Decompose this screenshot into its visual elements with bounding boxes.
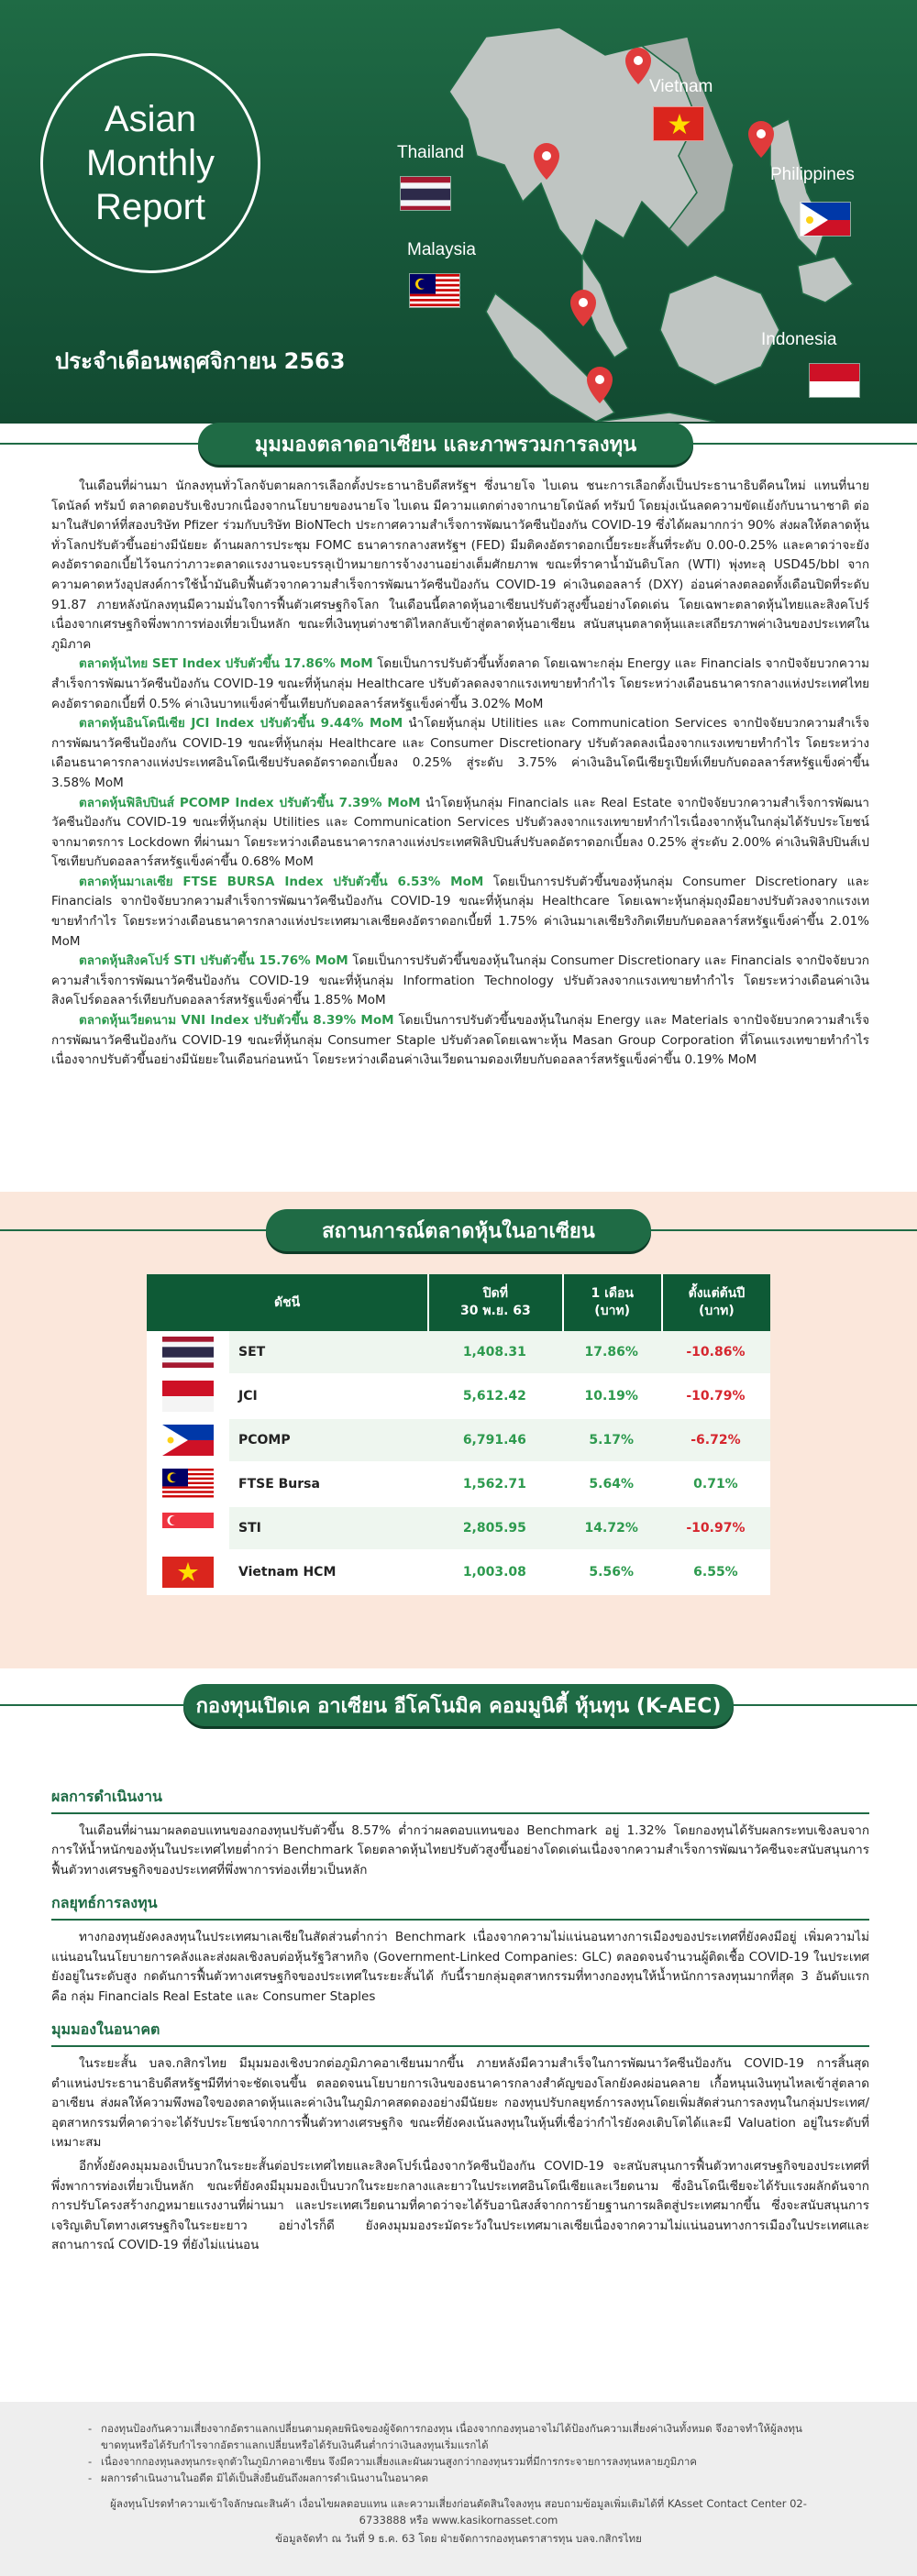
market-text: โดยเป็นการปรับตัวขึ้นของหุ้นในกลุ่ม Energy และ Materials จากปัจจัยบวกความสำเร็จการพัฒนาวัคซีนป้องกัน COVID-19 ขณะที่หุ้นกลุ่ม Consumer Staple ปรับตัวลดโดยเฉพาะหุ้น Masan Group Corporation ที่โดนแรงเทขายทำกำไรเนื่องจากปรับตัวขึ้นอย่างมีนัยยะในเดือนก่อนหน้า โดยระหว่างเดือนค่าเงินเวียดนามดองเทียบกับดอลลาร์สหรัฐแข็งค่าขึ้น 0.19% MoM	[51, 1013, 869, 1068]
market-text: โดยเป็นการปรับตัวขึ้นทั้งตลาด โดยเฉพาะกลุ่ม Energy และ Financials จากปัจจัยบวกความสำเร็จการพัฒนาวัคซีนป้องกัน COVID-19 ขณะที่หุ้นกลุ่ม Healthcare ปรับตัวลดลงจากแรงเทขายทำกำไร โดยระหว่างเดือนธนาคารกลางแห่งประเทศไทยคงอัตราดอกเบี้ยที่ 0.5% ค่าเงินบาทแข็งค่าขึ้นเทียบกับดอลลาร์สหรัฐแข็งค่าขึ้น 3.02% MoM	[51, 656, 869, 711]
country-label-thailand: Thailand	[397, 143, 464, 162]
market-paragraph-thailand	[51, 655, 869, 714]
market-table-title: สถานการณ์ตลาดหุ้นในอาเซียน	[266, 1209, 651, 1251]
index-ytd: -6.72%	[661, 1419, 770, 1463]
index-close: 5,612.42	[427, 1375, 561, 1419]
section-divider	[51, 1812, 869, 1814]
flag-thailand	[400, 176, 451, 211]
country-label-vietnam: Vietnam	[649, 77, 713, 96]
report-title-line3: Report	[94, 187, 206, 227]
report-date: ข้อมูลจัดทำ ณ วันที่ 9 ธ.ค. 63 โดย ฝ่ายจัดการกองทุนตราสารทุน บลจ.กสิกรไทย	[275, 2532, 642, 2545]
market-text: โดยเป็นการปรับตัวขึ้นของหุ้นกลุ่ม Consumer Discretionary และ Financials จากปัจจัยบวกความสำเร็จการพัฒนาวัคซีนป้องกัน COVID-19 ขณะที่หุ้นกลุ่ม Healthcare โดยเฉพาะหุ้นกลุ่มถุงมือยางปรับตัวลงจากแรงเทขายทำกำไร โดยระหว่างเดือนธนาคารกลางแห่งประเทศมาเลเซียคงอัตราดอกเบี้ยที่ 1.75% ค่าเงินมาเลเซียริงกิตเทียบกับดอลลาร์สหรัฐแข็งค่าขึ้น 2.01% MoM	[51, 874, 869, 949]
market-highlight: ตลาดหุ้นเวียดนาม VNI Index ปรับตัวขึ้น 8.39% MoM	[79, 1013, 394, 1029]
table-row	[147, 1463, 770, 1507]
country-label-malaysia: Malaysia	[407, 240, 476, 259]
index-1m: 5.64%	[562, 1463, 661, 1507]
flag-vietnam	[147, 1551, 229, 1595]
disclaimer-list	[88, 2420, 829, 2486]
disclaimer-item: - ผลการดำเนินงานในอดีต มิได้เป็นสิ่งยืนยันถึงผลการดำเนินงานในอนาคต	[88, 2470, 829, 2486]
index-close: 1,003.08	[427, 1551, 561, 1595]
report-header	[0, 0, 917, 424]
table-row	[147, 1419, 770, 1463]
flag-indonesia	[147, 1375, 229, 1419]
contact-info: ผู้ลงทุนโปรดทำความเข้าใจลักษณะสินค้า เงื่อนไขผลตอบแทน และความเสี่ยงก่อนตัดสินใจลงทุน สอบถามข้อมูลเพิ่มเติมได้ที่ KAsset Contact Center 02-6733888 หรือ www.kasikornasset.com	[110, 2497, 807, 2526]
overview-intro: ในเดือนที่ผ่านมา นักลงทุนทั่วโลกจับตาผลการเลือกตั้งประธานาธิบดีสหรัฐฯ ซึ่งนายโจ ไบเดน ชนะการเลือกตั้งเป็นประธานาธิบดีคนใหม่ แทนที่นายโดนัลด์ ทรัมป์ ตลาดตอบรับเชิงบวกเนื่องจากนโยบายของนายโจ ไบเดน มีความแตกต่างจากนายโดนัลด์ ทรัมป์ โดยมุ่งเน้นลดความขัดแย้งกับนานาชาติ ต่อมาในสัปดาห์ที่สองบริษัท Pfizer ร่วมกับบริษัท BioNTech ประกาศความสำเร็จการพัฒนาวัคซีนป้องกัน COVID-19 ซึ่งได้ผลมากกว่า 90% ส่งผลให้ตลาดหุ้นทั่วโลกปรับตัวขึ้นอย่างมีนัยยะ ด้านผลการประชุม FOMC ธนาคารกลางสหรัฐฯ (FED) มีมติคงอัตราดอกเบี้ยระยะสั้นที่ระดับ 0.00-0.25% และคาดว่าจะยังคงอัตราดอกเบี้ยไว้จนกว่าภาวะตลาดแรงงานจะบรรลุเป้าหมายการจ้างงานอย่างเต็มศักยภาพ ขณะที่ราคาน้ำมันดิบโลก (WTI) พุ่งทะลุ USD45/bbl จากความคาดหวังอุปสงค์การใช้น้ำมันดิบฟื้นตัวจากความสำเร็จการพัฒนาวัคซีนป้องกัน COVID-19 ค่าเงินดอลลาร์ (DXY) อ่อนค่าลงตลอดทั้งเดือนปิดที่ระดับ 91.87 ภายหลังนักลงทุนมีความมั่นใจการฟื้นตัวเศรษฐกิจโลก ในเดือนนี้ตลาดหุ้นอาเซียนปรับตัวสูงขึ้นอย่างโดดเด่น โดยเฉพาะตลาดหุ้นไทยและสิงคโปร์เนื่องจากเศรษฐกิจพึ่งพาการท่องเที่ยวเป็นหลัก ขณะที่เงินทุนต่างชาติไหลกลับเข้าสู่ตลาดหุ้นอาเซียน สนับสนุนตลาดหุ้นและเสถียรภาพค่าเงินของประเทศในภูมิภาค	[51, 479, 869, 652]
table-row	[147, 1331, 770, 1375]
index-1m: 5.56%	[562, 1551, 661, 1595]
disclaimer-item: - เนื่องจากกองทุนลงทุนกระจุกตัวในภูมิภาคอาเซียน จึงมีความเสี่ยงและผันผวนสูงกว่ากองทุนรวมที่มีการกระจายการลงทุนหลายภูมิภาค	[88, 2453, 829, 2470]
market-highlight: ตลาดหุ้นมาเลเซีย FTSE BURSA Index ปรับตัวขึ้น 6.53% MoM	[79, 874, 484, 889]
col-header-index: ดัชนี	[147, 1274, 427, 1331]
report-title-badge	[40, 53, 260, 273]
performance-heading: ผลการดำเนินงาน	[51, 1788, 162, 1805]
map-mainland	[449, 28, 697, 257]
market-highlight: ตลาดหุ้นฟิลิปปินส์ PCOMP Index ปรับตัวขึ้น 7.39% MoM	[79, 795, 421, 810]
index-1m: 10.19%	[562, 1375, 661, 1419]
index-ytd: -10.97%	[661, 1507, 770, 1551]
section-divider	[51, 2045, 869, 2047]
outlook-heading: มุมมองในอนาคต	[51, 2020, 160, 2039]
table-row	[147, 1507, 770, 1551]
market-text: โดยเป็นการปรับตัวขึ้นของหุ้นในกลุ่ม Consumer Discretionary และ Financials จากปัจจัยบวกความสำเร็จการพัฒนาวัคซีนป้องกัน COVID-19 ขณะที่หุ้นกลุ่ม Information Technology ปรับตัวลงจากแรงเทขายทำกำไร โดยระหว่างเดือนค่าเงินสิงคโปร์ดอลลาร์เทียบกับดอลลาร์สหรัฐแข็งค่าขึ้น 1.85% MoM	[51, 953, 869, 1008]
market-text: นำโดยหุ้นกลุ่ม Financials และ Real Estate จากปัจจัยบวกความสำเร็จการพัฒนาวัคซีนป้องกัน COVID-19 ขณะที่หุ้นกลุ่ม Utilities และ Communication Services ปรับตัวลงจากแรงเทขายทำกำไรเนื่องจากหุ้นในกลุ่มได้รับประโยชน์จากมาตรการ Lockdown ที่ผ่านมา โดยระหว่างเดือนธนาคารกลางแห่งประเทศฟิลิปปินส์ปรับลดอัตราดอกเบี้ยลง 0.25% สู่ระดับ 2.00% ค่าเงินฟิลิปปินส์เปโซเทียบกับดอลลาร์สหรัฐแข็งค่าขึ้น 0.68% MoM	[51, 795, 869, 870]
index-name: JCI	[229, 1375, 427, 1419]
flag-singapore	[147, 1507, 229, 1551]
index-1m: 14.72%	[562, 1507, 661, 1551]
index-name: Vietnam HCM	[229, 1551, 427, 1595]
performance-text: ในเดือนที่ผ่านมาผลตอบแทนของกองทุนปรับตัวขึ้น 8.57% ต่ำกว่าผลตอบแทนของ Benchmark อยู่ 1.32% โดยกองทุนได้รับผลกระทบเชิงลบจากการให้น้ำหนักของหุ้นในประเทศไทยต่ำกว่า Benchmark โดยตลาดหุ้นไทยปรับตัวสูงขึ้นอย่างโดดเด่นเนื่องจากความสำเร็จการพัฒนาวัคซีนจะสนับสนุนการฟื้นตัวทางเศรษฐกิจของประเทศที่พึ่งพาการท่องเที่ยวเป็นหลัก	[51, 1822, 869, 1877]
index-ytd: 6.55%	[661, 1551, 770, 1595]
index-ytd: 0.71%	[661, 1463, 770, 1507]
country-label-indonesia: Indonesia	[761, 330, 837, 349]
index-ytd: -10.86%	[661, 1331, 770, 1375]
market-table-title-bar	[0, 1206, 917, 1254]
country-label-philippines: Philippines	[770, 165, 855, 184]
index-name: SET	[229, 1331, 427, 1375]
report-title-line2: Monthly	[85, 143, 215, 183]
overview-title-bar	[0, 420, 917, 468]
index-name: FTSE Bursa	[229, 1463, 427, 1507]
flag-indonesia	[809, 363, 860, 398]
flag-vietnam	[653, 106, 704, 141]
market-paragraph-indonesia	[51, 714, 869, 793]
flag-malaysia	[409, 273, 460, 308]
market-highlight: ตลาดหุ้นอินโดนีเซีย JCI Index ปรับตัวขึ้น 9.44% MoM	[79, 716, 403, 732]
strategy-text: ทางกองทุนยังคงลงทุนในประเทศมาเลเซียในสัดส่วนต่ำกว่า Benchmark เนื่องจากความไม่แน่นอนทางการเมืองของประเทศที่ยังคงมีอยู่ เพิ่มความไม่แน่นอนในนโยบายการคลังและส่งผลเชิงลบต่อหุ้นรัฐวิสาหกิจ (Government-Linked Companies: GLC) ตลอดจนจำนวนผู้ติดเชื้อ COVID-19 ในประเทศยังอยู่ในระดับสูง กดดันการฟื้นตัวทางเศรษฐกิจของประเทศในระยะสั้นได้ กับนี้รายกลุ่มอุตสาหกรรมที่ทางกองทุนให้น้ำหนักการลงทุนมากที่สุด 3 อันดับแรก คือ กลุ่ม Financials Real Estate และ Consumer Staples	[51, 1929, 869, 2004]
index-ytd: -10.79%	[661, 1375, 770, 1419]
market-table	[147, 1274, 770, 1595]
index-close: 1,408.31	[427, 1331, 561, 1375]
disclaimer-footer	[0, 2402, 917, 2576]
index-name: STI	[229, 1507, 427, 1551]
market-highlight: ตลาดหุ้นไทย SET Index ปรับตัวขึ้น 17.86% MoM	[79, 656, 373, 672]
report-month: ประจำเดือนพฤศจิกายน 2563	[55, 348, 346, 374]
flag-malaysia	[147, 1463, 229, 1507]
col-header-close: ปิดที่ 30 พ.ย. 63	[427, 1274, 561, 1331]
fund-title-bar	[0, 1681, 917, 1729]
flag-philippines	[800, 202, 851, 237]
market-paragraph-vietnam	[51, 1011, 869, 1071]
fund-section	[51, 1774, 869, 2260]
outlook-text-1: ในระยะสั้น บลจ.กสิกรไทย มีมุมมองเชิงบวกต่อภูมิภาคอาเซียนมากขึ้น ภายหลังมีความสำเร็จในการพัฒนาวัคซีนป้องกัน COVID-19 การสิ้นสุดตำแหน่งประธานาธิบดีสหรัฐฯมีทีท่าจะชัดเจนขึ้น ตลอดจนนโยบายการเงินของธนาคารกลางสำคัญของโลกยังคงผ่อนคลาย เกื้อหนุนเงินทุนไหลเข้าสู่ตลาดอาเซียน ส่งผลให้ความพึงพอใจของตลาดหุ้นและค่าเงินในภูมิภาคสดดองอย่างมีนัยยะ กองทุนปรับกลยุทธ์การลงทุนโดยเพิ่มสัดส่วนการลงทุนในกลุ่มประเทศ/อุตสาหกรรมที่คาดว่าจะได้รับประโยชน์จากการฟื้นตัวทางเศรษฐกิจ ขณะที่ยังคงเน้นลงทุนในหุ้นที่เชื่อว่ากำไรยังคงเติบโตได้และมี Valuation อยู่ในระดับที่เหมาะสม	[51, 2055, 869, 2151]
col-header-ytd: ตั้งแต่ต้นปี (บาท)	[661, 1274, 770, 1331]
overview-article	[51, 477, 869, 1071]
disclaimer-item: - กองทุนป้องกันความเสี่ยงจากอัตราแลกเปลี่ยนตามดุลยพินิจของผู้จัดการกองทุน เนื่องจากกองทุนอาจไม่ได้ป้องกันความเสี่ยงค่าเงินทั้งหมด จึงอาจทำให้ผู้ลงทุนขาดทุนหรือได้รับกำไรจากอัตราแลกเปลี่ยนหรือได้รับเงินคืนต่ำกว่าเงินลงทุนเริ่มแรกได้	[88, 2420, 829, 2453]
map-mindanao	[798, 257, 853, 303]
table-row	[147, 1375, 770, 1419]
fund-title: กองทุนเปิดเค อาเซียน อีโคโนมิค คอมมูนิตี้ หุ้นทุน (K-AEC)	[183, 1684, 734, 1726]
market-text: นำโดยหุ้นกลุ่ม Utilities และ Communication Services จากปัจจัยบวกความสำเร็จการพัฒนาวัคซีนป้องกัน COVID-19 ขณะที่หุ้นกลุ่ม Healthcare และ Consumer Discretionary ปรับตัวลดลงเนื่องจากแรงเทขายทำกำไร โดยระหว่างเดือนธนาคารกลางแห่งประเทศอินโดนีเซียปรับลดอัตราดอกเบี้ยลง 0.25% สู่ระดับ 3.75% ค่าเงินอินโดนีเซียรูเปียห์เทียบกับดอลลาร์สหรัฐแข็งค่าขึ้น 3.58% MoM	[51, 716, 869, 790]
flag-philippines	[147, 1419, 229, 1463]
section-divider	[51, 1919, 869, 1921]
market-highlight: ตลาดหุ้นสิงคโปร์ STI ปรับตัวขึ้น 15.76% MoM	[79, 953, 348, 969]
index-close: 6,791.46	[427, 1419, 561, 1463]
flag-thailand	[147, 1331, 229, 1375]
table-row	[147, 1551, 770, 1595]
index-name: PCOMP	[229, 1419, 427, 1463]
index-close: 2,805.95	[427, 1507, 561, 1551]
index-1m: 5.17%	[562, 1419, 661, 1463]
col-header-1m: 1 เดือน (บาท)	[562, 1274, 661, 1331]
index-close: 1,562.71	[427, 1463, 561, 1507]
report-title-line1: Asian	[104, 99, 197, 139]
market-paragraph-singapore	[51, 952, 869, 1011]
market-paragraph-philippines	[51, 794, 869, 873]
index-1m: 17.86%	[562, 1331, 661, 1375]
market-table-header-row	[147, 1274, 770, 1331]
overview-title: มุมมองตลาดอาเซียน และภาพรวมการลงทุน	[198, 423, 693, 465]
market-paragraph-malaysia	[51, 873, 869, 952]
outlook-text-2: อีกทั้งยังคงมุมมองเป็นบวกในระยะสั้นต่อประเทศไทยและสิงคโปร์เนื่องจากวัคซีนป้องกัน COVID-19 จะสนับสนุนการฟื้นตัวทางเศรษฐกิจของประเทศที่พึ่งพาการท่องเที่ยวเป็นหลัก ขณะที่ยังคงมีมุมมองเป็นบวกในระยะกลางและยาวในประเทศอินโดนีเซียและเวียดนาม ซึ่งอินโดนีเซียจะได้รับแรงผลักดันจากการปรับโครงสร้างกฎหมายแรงงานที่ผ่านมา และประเทศเวียดนามที่คาดว่าจะได้รับอานิสงส์จากการย้ายฐานการผลิตสู่ประเทศมากขึ้น ซึ่งจะสนับสนุนการเจริญเติบโตทางเศรษฐกิจในระยะยาว อย่างไรก็ดี ยังคงมุมมองระมัดระวังในประเทศมาเลเซียเนื่องจากความไม่แน่นอนทางการเมืองในประเทศและสถานการณ์ COVID-19 ที่ยังไม่แน่นอน	[51, 2158, 869, 2253]
strategy-heading: กลยุทธ์การลงทุน	[51, 1894, 158, 1912]
